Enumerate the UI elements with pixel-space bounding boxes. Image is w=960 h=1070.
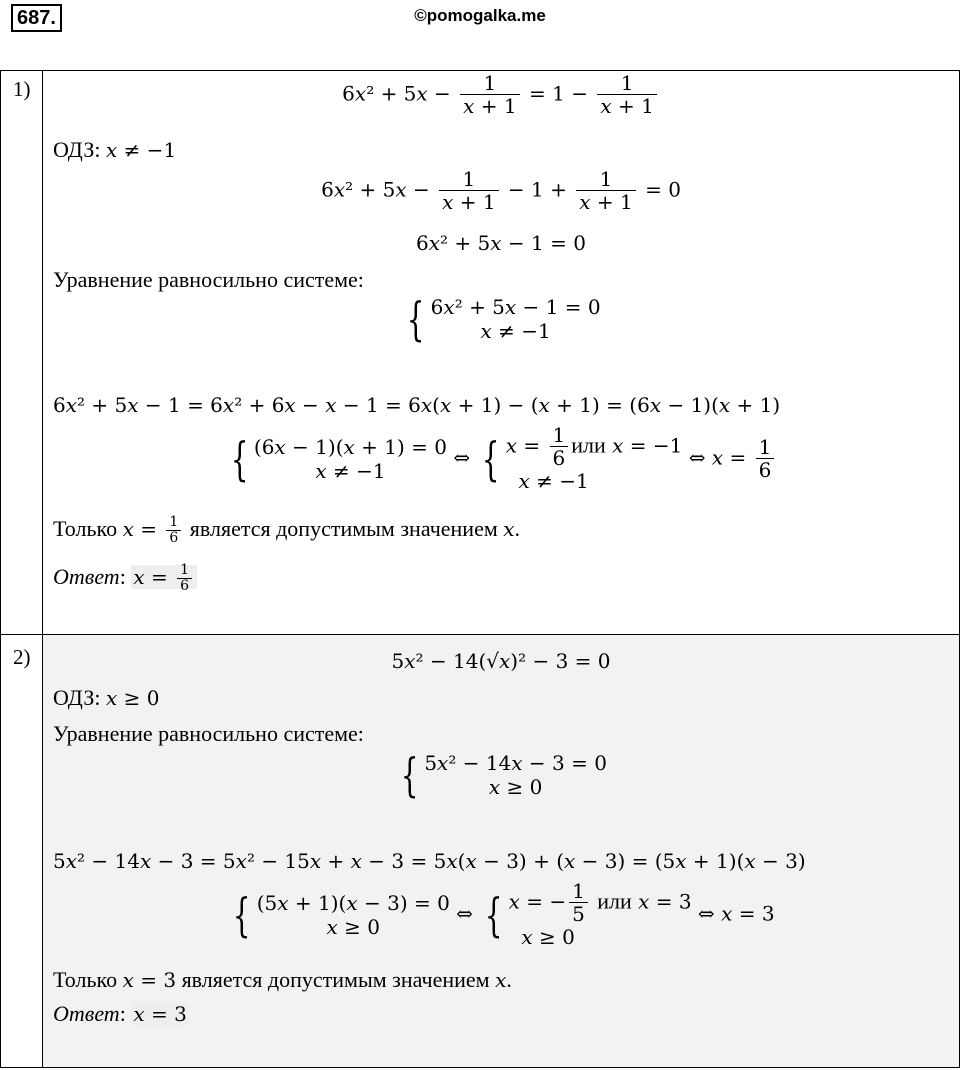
part2-factorization: 5x² − 14x − 3 = 5x² − 15x + x − 3 = 5x(x − 3) + (x − 3) = (5x + 1)(x − 3)	[53, 849, 806, 873]
part1-equation-2: 6x² + 5x − $\frac{1}{x + 1}$ − 1 + $\frac{1}{x + 1}$ = 0	[321, 167, 681, 214]
row-divider	[1, 634, 959, 635]
part1-solution-chain: { (6x − 1)(x + 1) = 0 x ≠ −1 ⇔ { x = $\frac{1}{6}$ или x = −1 x ≠ −1 ⇔ x = $\frac{1}{6}$	[43, 425, 959, 493]
part1-factorization: 6x² + 5x − 1 = 6x² + 6x − x − 1 = 6x(x + 1) − (x + 1) = (6x − 1)(x + 1)	[53, 393, 781, 417]
part2-system: { 5x² − 14x − 3 = 0 x ≥ 0	[400, 748, 607, 802]
part1-answer: Ответ: x = $\frac{1}{6}$	[53, 563, 197, 594]
part2-equation: 5x² − 14(√x)² − 3 = 0	[391, 649, 611, 673]
solution-table	[0, 70, 960, 1068]
part2-system-text: Уравнение равносильно системе:	[53, 721, 364, 746]
part2-answer: Ответ: x = 3	[53, 1001, 187, 1026]
site-watermark: ©pomogalka.me	[414, 6, 546, 25]
problem-number: 687.	[11, 4, 62, 32]
part2-only-line: Только x = 3 является допустимым значением x.	[53, 967, 512, 992]
part1-equation: 6x² + 5x − $\frac{1}{x + 1}$ = 1 − $\frac{1}{x + 1}$	[43, 73, 959, 117]
part2-solution-chain: { (5x + 1)(x − 3) = 0 x ≥ 0 ⇔ { x = − $\frac{1}{5}$ или x = 3 x ≥ 0 ⇔ x = 3	[233, 879, 775, 949]
part1-system: { 6x² + 5x − 1 = 0 x ≠ −1	[407, 292, 601, 346]
part1-system-text: Уравнение равносильно системе:	[53, 267, 364, 292]
part2-number: 2)	[13, 645, 31, 669]
part1-equation-3: 6x² + 5x − 1 = 0	[416, 231, 586, 255]
part1-only-line: Только x = $\frac{1}{6}$ является допустимым значением x.	[53, 514, 521, 546]
part1-number: 1)	[13, 77, 31, 101]
part1-odz: ОДЗ: x ≠ −1	[53, 137, 177, 162]
part2-odz: ОДЗ: x ≥ 0	[53, 685, 160, 710]
